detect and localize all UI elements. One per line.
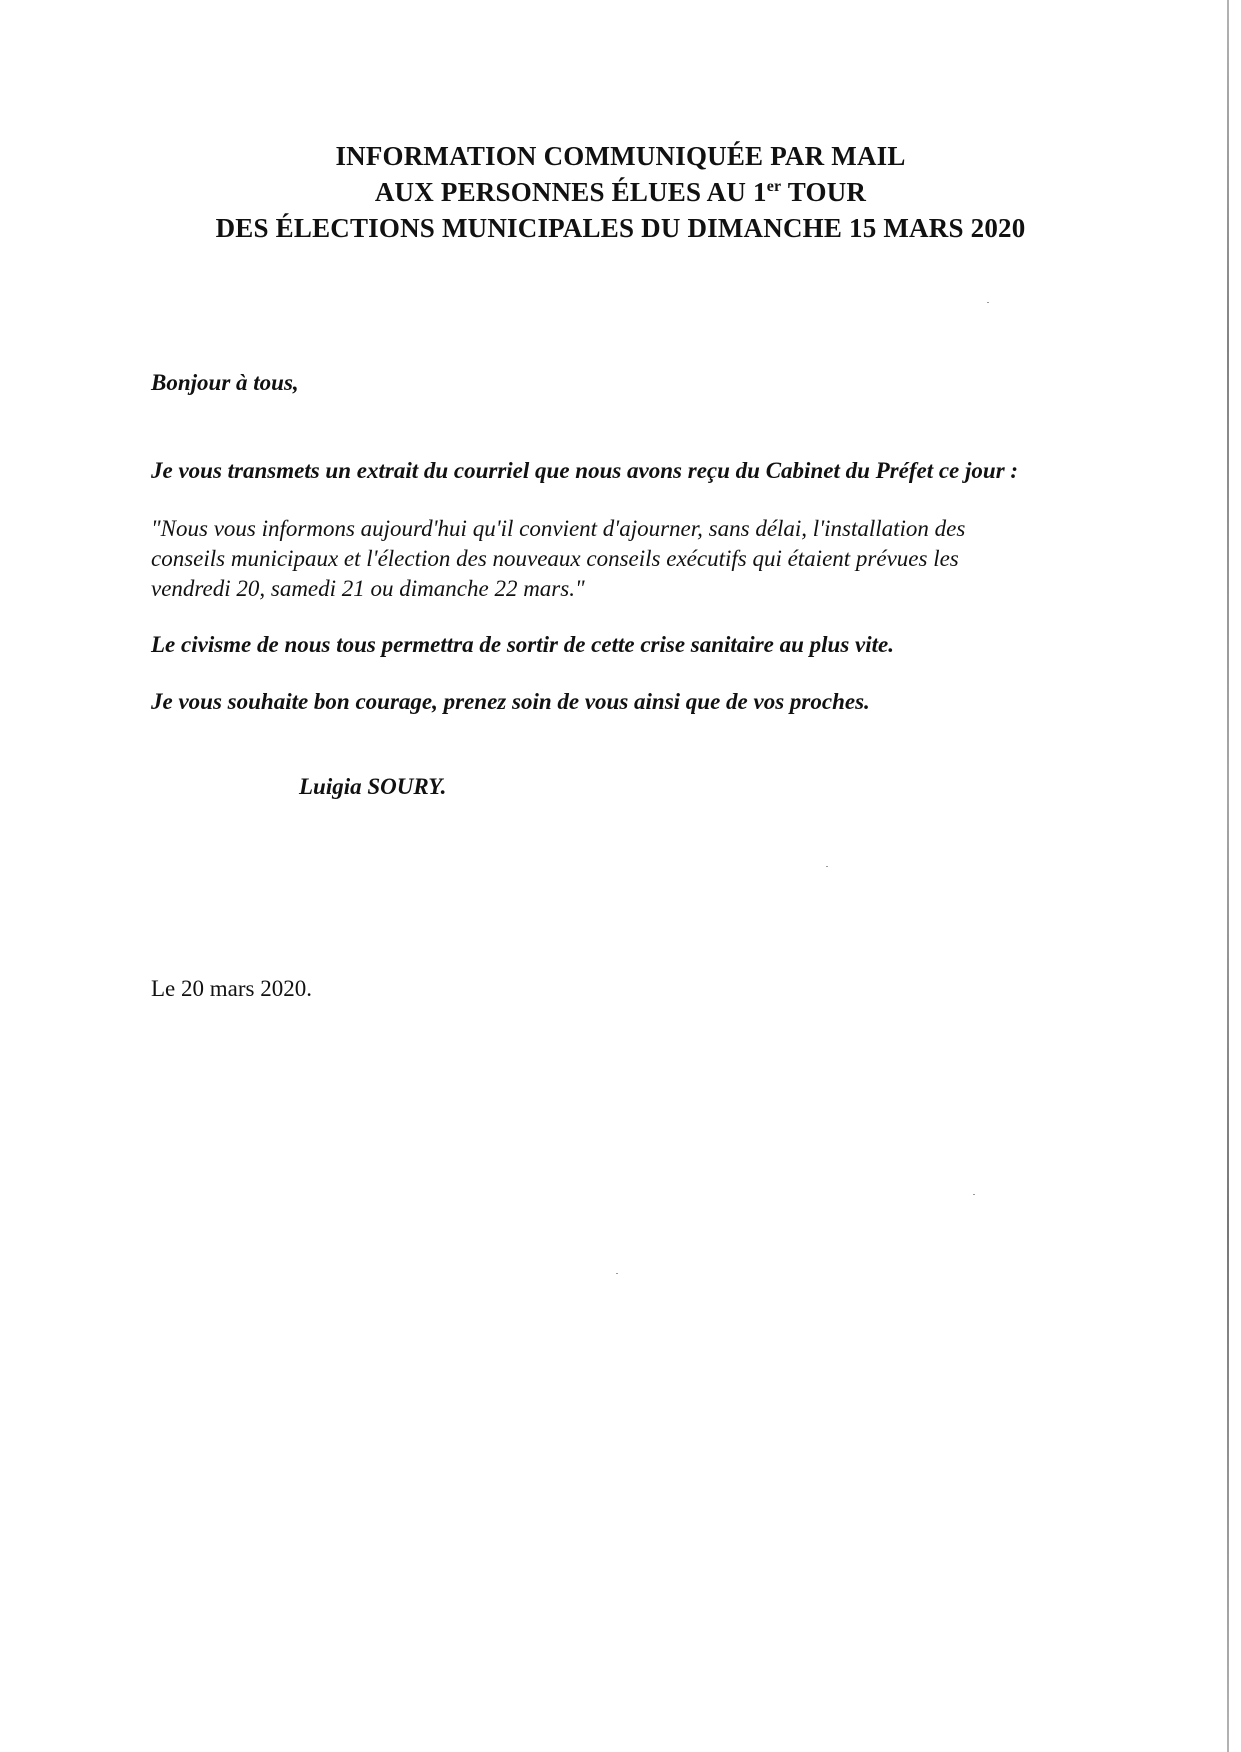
signature: Luigia SOURY. [299, 774, 447, 799]
quote-line-1: "Nous vous informons aujourd'hui qu'il convient d'ajourner, sans délai, l'installation des [151, 516, 966, 541]
letter-date: Le 20 mars 2020. [151, 976, 312, 1001]
title-line-1: INFORMATION COMMUNIQUÉE PAR MAIL [335, 141, 906, 171]
greeting: Bonjour à tous, [151, 370, 299, 395]
title-line-2-tail: TOUR [781, 177, 867, 207]
scan-speck [616, 1273, 618, 1274]
intro-paragraph: Je vous transmets un extrait du courriel que nous avons reçu du Cabinet du Préfet ce jour : [151, 458, 1019, 483]
title-line-2-text: AUX PERSONNES ÉLUES AU 1 [374, 177, 767, 207]
quoted-message [151, 514, 1051, 604]
civic-paragraph: Le civisme de nous tous permettra de sortir de cette crise sanitaire au plus vite. [151, 632, 894, 657]
quote-line-2: conseils municipaux et l'élection des nouveaux conseils exécutifs qui étaient prévues les [151, 546, 959, 571]
quote-line-3: vendredi 20, samedi 21 ou dimanche 22 mars." [151, 576, 585, 601]
scan-speck [973, 1194, 975, 1195]
scan-edge [1227, 0, 1229, 1752]
title-line-2 [0, 174, 1241, 210]
ordinal-suffix: er [766, 178, 782, 195]
scan-speck [826, 866, 828, 867]
document-title [0, 138, 1241, 246]
scan-speck [987, 302, 989, 303]
closing-wish: Je vous souhaite bon courage, prenez soin de vous ainsi que de vos proches. [151, 689, 870, 714]
title-line-3: DES ÉLECTIONS MUNICIPALES DU DIMANCHE 15 MARS 2020 [215, 213, 1026, 243]
